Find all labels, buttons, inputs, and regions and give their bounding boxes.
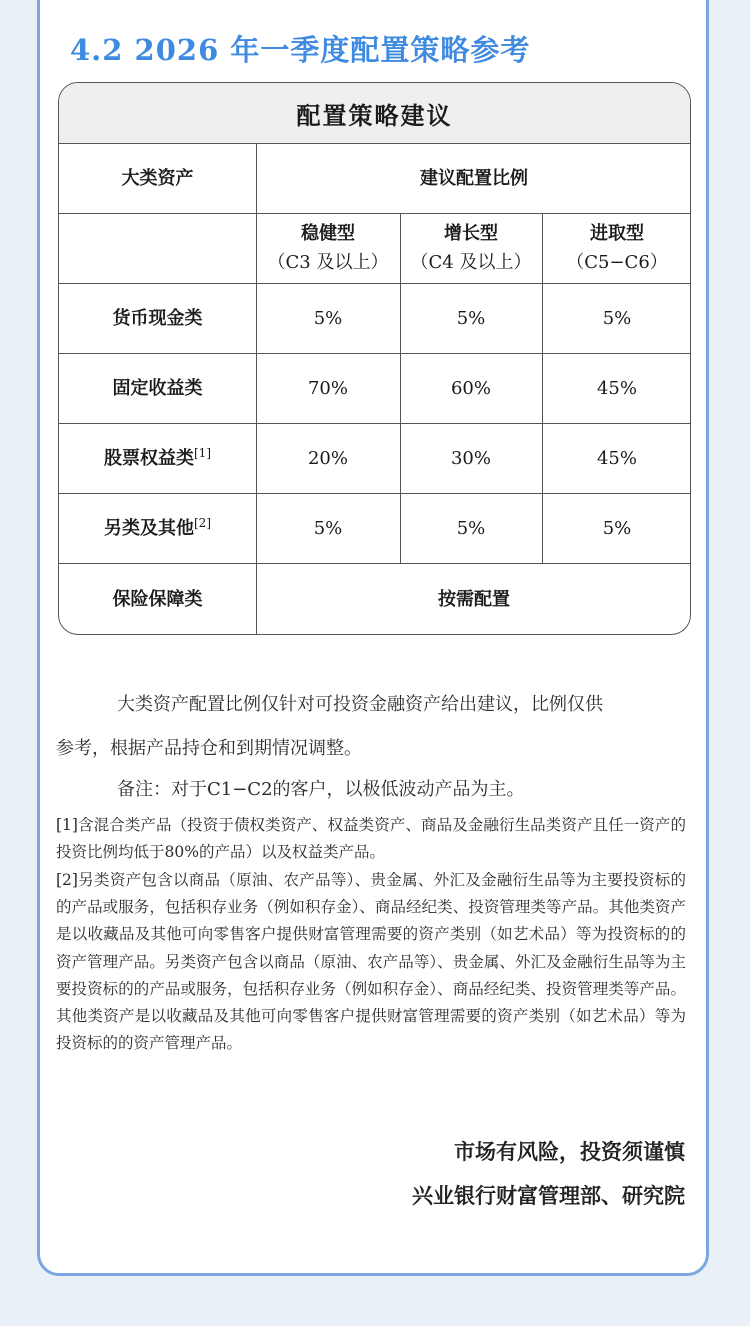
- profile-aggressive: [542, 213, 691, 283]
- table-cell: 5%: [602, 307, 632, 329]
- table-cell: 20%: [307, 447, 348, 469]
- table-cell: 5%: [602, 517, 632, 539]
- table-row-asset: [59, 493, 256, 563]
- profile-name: 进取型: [590, 223, 644, 244]
- profile-name: 增长型: [444, 223, 498, 244]
- header-ratio-label: 建议配置比例: [420, 167, 528, 189]
- allocation-table: [58, 82, 691, 635]
- divider: [59, 213, 691, 214]
- table-row-asset: [59, 353, 256, 423]
- footnote-2: [2]另类资产包含以商品（原油、农产品等）、贵金属、外汇及金融衍生品等为主要投资标的的产品或服务，包括积存业务（例如积存金）、商品经纪类、投资管理类等产品。其他类资产是以收藏品及其他可向零售客户提供财富管理需要的资产类别（如艺术品）等为投资标的的资产管理产品。另类资产包含以商品（原油、农产品等）、贵金属、外汇及金融衍生品等为主要投资标的的产品或服务，包括积存业务（例如积存金）、商品经纪类、投资管理类等产品。其他类资产是以收藏品及其他可向零售客户提供财富管理需要的资产类别（如艺术品）等为投资标的的资产管理产品。: [56, 871, 686, 1053]
- table-cell: 30%: [450, 447, 491, 469]
- table-cell: 45%: [596, 447, 637, 469]
- publisher-name: 兴业银行财富管理部、研究院: [412, 1183, 685, 1208]
- header-asset: [59, 143, 256, 213]
- divider: [59, 563, 691, 564]
- asset-label-wrap: [104, 444, 211, 473]
- table-row-asset: [59, 563, 256, 635]
- profile-range: （C5−C6）: [566, 252, 668, 273]
- divider: [59, 423, 691, 424]
- table-cell: 5%: [313, 517, 343, 539]
- header-ratio: [256, 143, 691, 213]
- divider: [256, 143, 257, 635]
- table-row-asset: [59, 283, 256, 353]
- header-asset-label: 大类资产: [121, 167, 194, 189]
- table-row-asset: [59, 423, 256, 493]
- divider: [59, 283, 691, 284]
- divider: [542, 213, 543, 563]
- footnote-ref: [1]: [194, 445, 211, 460]
- table-cell-merged: 按需配置: [438, 588, 510, 610]
- section-title: 4.2 2026 年一季度配置策略参考: [70, 33, 531, 67]
- asset-label: 股票权益类: [104, 447, 194, 469]
- profile-name: 稳健型: [301, 223, 355, 244]
- divider: [400, 213, 401, 563]
- profile-range: （C4 及以上）: [410, 252, 532, 273]
- asset-label: 货币现金类: [112, 307, 203, 329]
- table-title: 配置策略建议: [59, 83, 690, 144]
- footnote-1: [1]含混合类产品（投资于债权类资产、权益类资产、商品及金融衍生品类资产且任一资产的投资比例均低于80%的产品）以及权益类产品。: [56, 816, 686, 862]
- risk-warning: 市场有风险，投资须谨慎: [454, 1139, 685, 1164]
- asset-label: 固定收益类: [112, 377, 203, 399]
- table-cell: 70%: [307, 377, 348, 399]
- table-cell: 5%: [456, 307, 486, 329]
- remark-line: 备注：对于C1−C2的客户，以极低波动产品为主。: [117, 779, 525, 800]
- paragraph-line-1: 大类资产配置比例仅针对可投资金融资产给出建议，比例仅供: [117, 694, 603, 715]
- asset-label: 保险保障类: [112, 588, 203, 610]
- footnote-ref: [2]: [194, 515, 211, 530]
- profile-conservative: [256, 213, 400, 283]
- asset-label-wrap: [104, 514, 211, 543]
- table-cell: 5%: [313, 307, 343, 329]
- paragraph-line-2: 参考，根据产品持仓和到期情况调整。: [56, 738, 362, 759]
- profile-range: （C3 及以上）: [267, 252, 389, 273]
- profile-growth: [400, 213, 542, 283]
- table-cell: 45%: [596, 377, 637, 399]
- table-cell: 60%: [450, 377, 491, 399]
- divider: [59, 493, 691, 494]
- table-cell: 5%: [456, 517, 486, 539]
- divider: [59, 353, 691, 354]
- asset-label: 另类及其他: [104, 517, 194, 539]
